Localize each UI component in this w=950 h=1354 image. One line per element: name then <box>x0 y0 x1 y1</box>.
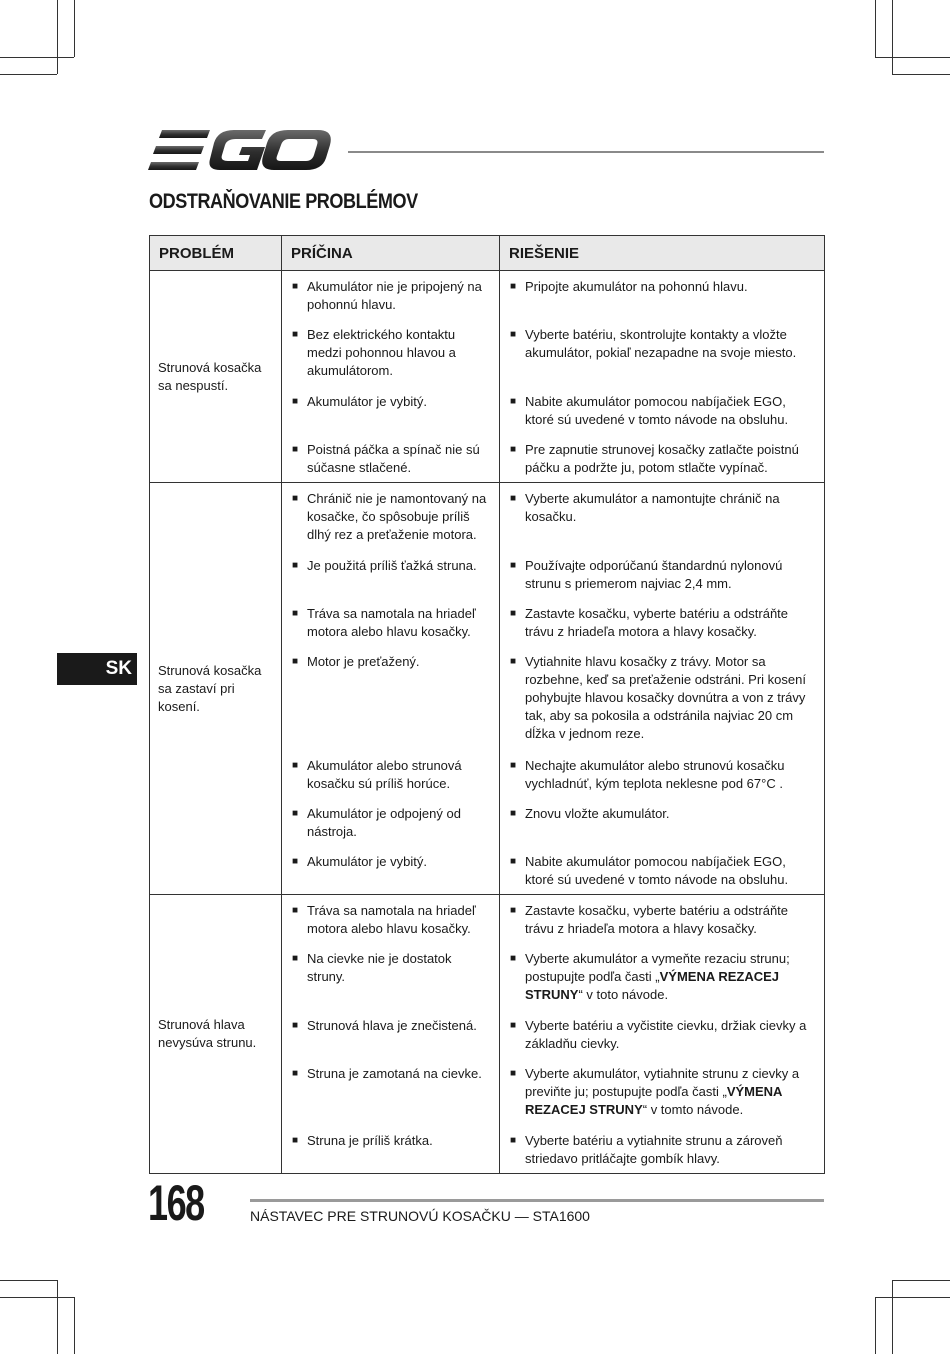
crop-mark <box>892 1280 893 1354</box>
crop-mark <box>875 1297 950 1298</box>
bullet-icon: ■ <box>510 856 517 867</box>
footer-rule <box>250 1199 824 1202</box>
header-problem: PROBLÉM <box>150 236 282 271</box>
list-item: ■ Vyberte akumulátor a vymeňte rezaciu strunu; postupujte podľa časti „VÝMENA REZACEJ STRUNY“ v toto návode. <box>510 951 790 1002</box>
table-row <box>150 895 825 1174</box>
crop-mark <box>0 57 74 58</box>
bullet-icon: ■ <box>292 905 299 916</box>
bullet-icon: ■ <box>292 560 299 571</box>
list-item: ■ Zastavte kosačku, vyberte batériu a odstráňte trávu z hriadeľa motora a hlavy kosačky. <box>510 903 789 936</box>
crop-mark <box>892 0 893 74</box>
list-item: ■ Vyberte batériu a vyčistite cievku, držiak cievky a základňu cievky. <box>510 1018 807 1051</box>
list-item: ■ Nabite akumulátor pomocou nabíjačiek EGO, ktoré sú uvedené v tomto návode na obsluhu. <box>510 854 789 887</box>
list-item: ■ Nabite akumulátor pomocou nabíjačiek EGO, ktoré sú uvedené v tomto návode na obsluhu. <box>510 394 789 427</box>
bullet-icon: ■ <box>292 656 299 667</box>
list-item: ■ Struna je príliš krátka. <box>292 1133 433 1148</box>
bullet-icon: ■ <box>510 281 517 292</box>
problem-cell: Strunová kosačka sa zastaví pri kosení. <box>150 483 282 895</box>
bullet-icon: ■ <box>292 1135 299 1146</box>
bullet-icon: ■ <box>292 953 299 964</box>
bullet-icon: ■ <box>292 281 299 292</box>
list-item: ■ Vytiahnite hlavu kosačky z trávy. Motor sa rozbehne, keď sa preťaženie odstráni. Pri kosení pohybujte hlavou kosačky dovnútra a von z trávy tak, aby sa pokosila a odstránila najviac 20 cm dĺžka v jednom reze. <box>510 654 806 741</box>
crop-mark <box>57 0 58 74</box>
bullet-icon: ■ <box>510 760 517 771</box>
language-tab: SK <box>57 653 137 685</box>
problem-cell: Strunová kosačka sa nespustí. <box>150 271 282 483</box>
header-solution: RIEŠENIE <box>500 236 825 271</box>
bullet-icon: ■ <box>292 444 299 455</box>
list-item: ■ Poistná páčka a spínač nie sú súčasne stlačené. <box>292 442 480 475</box>
list-item: ■ Pripojte akumulátor na pohonnú hlavu. <box>510 279 748 294</box>
table-row <box>150 483 825 895</box>
list-item: ■ Vyberte batériu a vytiahnite strunu a zároveň striedavo pritláčajte gombík hlavy. <box>510 1133 783 1166</box>
bullet-icon: ■ <box>510 1068 517 1079</box>
crop-mark <box>74 1297 75 1354</box>
list-item: ■ Bez elektrického kontaktu medzi pohonnou hlavou a akumulátorom. <box>292 327 456 378</box>
bullet-icon: ■ <box>510 444 517 455</box>
list-item: ■ Akumulátor nie je pripojený na pohonnú hlavu. <box>292 279 482 312</box>
bullet-icon: ■ <box>292 329 299 340</box>
bullet-icon: ■ <box>510 808 517 819</box>
bullet-icon: ■ <box>510 493 517 504</box>
list-item: ■ Strunová hlava je znečistená. <box>292 1018 477 1033</box>
footer-title: NÁSTAVEC PRE STRUNOVÚ KOSAČKU — STA1600 <box>250 1208 590 1224</box>
bullet-icon: ■ <box>292 1068 299 1079</box>
bullet-icon: ■ <box>292 1020 299 1031</box>
bullet-icon: ■ <box>510 1135 517 1146</box>
problem-cell: Strunová hlava nevysúva strunu. <box>150 895 282 1174</box>
crop-mark <box>57 1280 58 1354</box>
bullet-icon: ■ <box>510 905 517 916</box>
bullet-icon: ■ <box>292 493 299 504</box>
solution-cell <box>500 271 825 483</box>
list-item: ■ Nechajte akumulátor alebo strunovú kosačku vychladnúť, kým teplota neklesne pod 67°C . <box>510 758 785 791</box>
solution-cell <box>500 483 825 895</box>
list-item: ■ Akumulátor je odpojený od nástroja. <box>292 806 461 839</box>
list-item: ■ Akumulátor alebo strunová kosačku sú príliš horúce. <box>292 758 462 791</box>
cause-cell <box>282 895 500 1174</box>
crop-mark <box>74 0 75 57</box>
list-item: ■ Pre zapnutie strunovej kosačky zatlačte poistnú páčku a podržte ju, potom stlačte vypínač. <box>510 442 799 475</box>
crop-mark <box>875 0 876 57</box>
bullet-icon: ■ <box>292 396 299 407</box>
table-header-row <box>150 236 825 271</box>
header-cause: PRÍČINA <box>282 236 500 271</box>
list-item: ■ Vyberte batériu, skontrolujte kontakty a vložte akumulátor, pokiaľ nezapadne na svoje miesto. <box>510 327 797 360</box>
crop-mark <box>0 1297 74 1298</box>
cause-cell <box>282 271 500 483</box>
crop-mark <box>0 1280 57 1281</box>
list-item: ■ Akumulátor je vybitý. <box>292 394 427 409</box>
troubleshooting-table <box>149 235 825 1174</box>
solution-cell <box>500 895 825 1174</box>
list-item: ■ Znovu vložte akumulátor. <box>510 806 670 821</box>
bullet-icon: ■ <box>510 656 517 667</box>
list-item: ■ Motor je preťažený. <box>292 654 420 669</box>
list-item: ■ Zastavte kosačku, vyberte batériu a odstráňte trávu z hriadeľa motora a hlavy kosačky. <box>510 606 789 639</box>
crop-mark <box>892 74 950 75</box>
list-item: ■ Tráva sa namotala na hriadeľ motora alebo hlavu kosačky. <box>292 903 476 936</box>
list-item: ■ Vyberte akumulátor, vytiahnite strunu z cievky a previňte ju; postupujte podľa časti „VÝMENA REZACEJ STRUNY“ v tomto návode. <box>510 1066 800 1117</box>
list-item: ■ Akumulátor je vybitý. <box>292 854 427 869</box>
list-item: ■ Struna je zamotaná na cievke. <box>292 1066 482 1081</box>
ego-logo <box>148 128 333 172</box>
list-item: ■ Na cievke nie je dostatok struny. <box>292 951 452 984</box>
crop-mark <box>875 57 950 58</box>
bullet-icon: ■ <box>292 856 299 867</box>
list-item: ■ Používajte odporúčanú štandardnú nylonovú strunu s priemerom najviac 2,4 mm. <box>510 558 783 591</box>
bullet-icon: ■ <box>292 808 299 819</box>
bullet-icon: ■ <box>510 396 517 407</box>
bullet-icon: ■ <box>510 560 517 571</box>
list-item: ■ Tráva sa namotala na hriadeľ motora alebo hlavu kosačky. <box>292 606 476 639</box>
crop-mark <box>0 74 57 75</box>
table-row <box>150 271 825 483</box>
list-item: ■ Chránič nie je namontovaný na kosačke, čo spôsobuje príliš dlhý rez a preťaženie motora. <box>292 491 487 542</box>
bullet-icon: ■ <box>292 608 299 619</box>
bullet-icon: ■ <box>510 953 517 964</box>
bullet-icon: ■ <box>292 760 299 771</box>
crop-mark <box>875 1297 876 1354</box>
list-item: ■ Je použitá príliš ťažká struna. <box>292 558 477 573</box>
cause-cell <box>282 483 500 895</box>
page-title: ODSTRAŇOVANIE PROBLÉMOV <box>149 190 418 213</box>
header-rule <box>348 151 824 153</box>
bullet-icon: ■ <box>510 329 517 340</box>
page-number: 168 <box>148 1175 204 1231</box>
bullet-icon: ■ <box>510 1020 517 1031</box>
crop-mark <box>892 1280 950 1281</box>
list-item: ■ Vyberte akumulátor a namontujte chránič na kosačku. <box>510 491 780 524</box>
bullet-icon: ■ <box>510 608 517 619</box>
